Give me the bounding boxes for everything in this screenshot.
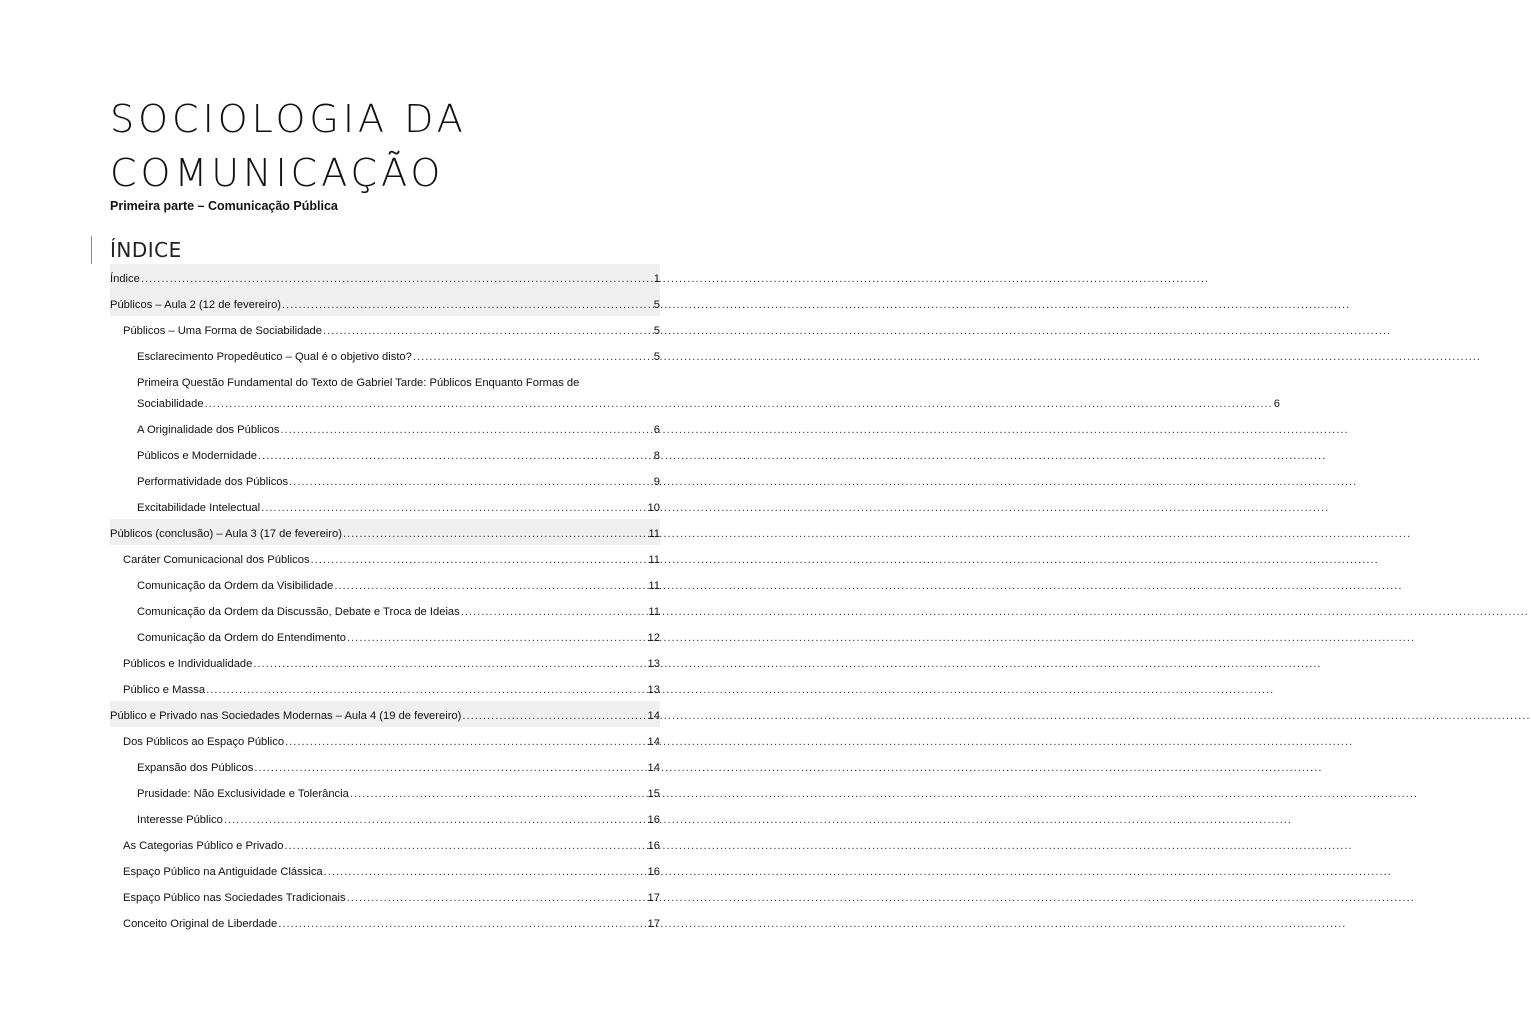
toc-entry-page-number: 10 <box>647 502 660 514</box>
toc-entry-page-number: 13 <box>647 684 660 696</box>
toc-dot-leader <box>334 580 647 592</box>
toc-entry-label: Interesse Público <box>137 814 223 826</box>
document-title-line-2: COMUNICAÇÃO <box>110 151 445 195</box>
toc-dot-leader <box>282 299 653 311</box>
toc-dot-leader <box>141 273 653 285</box>
toc-dot-leader <box>413 351 653 363</box>
toc-entry[interactable] <box>110 597 660 623</box>
toc-entry[interactable] <box>110 545 660 571</box>
toc-dot-leader <box>224 814 647 826</box>
toc-entry-label: Esclarecimento Propedêutico – Qual é o objetivo disto? <box>137 351 412 363</box>
toc-entry-page-number: 5 <box>653 299 660 311</box>
toc-entry[interactable] <box>110 883 660 909</box>
toc-entry-label: Excitabilidade Intelectual <box>137 502 261 514</box>
toc-entry[interactable] <box>110 467 660 493</box>
toc-entry-label: Público e Massa <box>123 684 206 696</box>
toc-entry-page-number: 16 <box>647 814 660 826</box>
toc-entry[interactable] <box>110 779 660 805</box>
toc-entry-label: A Originalidade dos Públicos <box>137 424 280 436</box>
toc-entry-label: Públicos e Modernidade <box>137 450 258 462</box>
toc-entry[interactable] <box>110 727 660 753</box>
toc-entry-page-number: 16 <box>647 866 660 878</box>
toc-entry-page-number: 14 <box>647 710 660 722</box>
document-title-line-1: SOCIOLOGIA DA <box>110 97 467 141</box>
toc-entry[interactable] <box>110 342 660 368</box>
toc-entry-page-number: 9 <box>653 476 660 488</box>
toc-entry[interactable] <box>110 805 660 831</box>
toc-dot-leader <box>284 840 646 852</box>
toc-dot-leader <box>343 528 647 540</box>
toc-entry-page-number: 14 <box>647 762 660 774</box>
toc-entry-label: As Categorias Público e Privado <box>123 840 284 852</box>
toc-heading: ÍNDICE <box>110 238 182 262</box>
toc-entry[interactable] <box>110 623 660 649</box>
toc-dot-leader <box>461 606 648 618</box>
toc-entry-label: Caráter Comunicacional dos Públicos <box>123 554 310 566</box>
toc-entry-page-number: 11 <box>648 554 660 566</box>
toc-entry[interactable] <box>110 368 1280 415</box>
toc-entry-label: Expansão dos Públicos <box>137 762 254 774</box>
toc-entry-label: Públicos – Aula 2 (12 de fevereiro) <box>110 299 282 311</box>
toc-entry-label: Públicos e Individualidade <box>123 658 253 670</box>
toc-entry-page-number: 15 <box>647 788 660 800</box>
toc-dot-leader <box>278 918 646 930</box>
toc-entry-page-number: 14 <box>647 736 660 748</box>
toc-entry-page-number: 11 <box>648 606 660 618</box>
toc-entry-label: Públicos – Uma Forma de Sociabilidade <box>123 325 322 337</box>
toc-dot-leader <box>205 398 1273 410</box>
toc-entry[interactable] <box>110 701 660 727</box>
toc-entry-page-number: 12 <box>647 632 660 644</box>
toc-dot-leader <box>347 892 647 904</box>
toc-entry-page-number: 13 <box>647 658 660 670</box>
toc-entry-label: Públicos (conclusão) – Aula 3 (17 de fevereiro) <box>110 528 342 540</box>
table-of-contents <box>110 264 1280 935</box>
document-title <box>110 92 670 200</box>
toc-entry-label: Sociabilidade <box>137 398 204 410</box>
toc-entry[interactable] <box>110 441 660 467</box>
toc-entry-page-number: 11 <box>648 580 660 592</box>
toc-entry-row <box>137 398 1280 410</box>
toc-entry-page-number: 17 <box>647 892 660 904</box>
toc-dot-leader <box>462 710 646 722</box>
toc-dot-leader <box>323 325 653 337</box>
toc-entry[interactable] <box>110 909 660 935</box>
toc-dot-leader <box>289 476 653 488</box>
toc-entry[interactable] <box>110 675 660 701</box>
toc-entry-label: Conceito Original de Liberdade <box>123 918 278 930</box>
toc-entry[interactable] <box>110 519 660 545</box>
toc-entry-page-number: 1 <box>653 273 660 285</box>
toc-dot-leader <box>254 762 646 774</box>
toc-dot-leader <box>258 450 653 462</box>
toc-entry[interactable] <box>110 649 660 675</box>
toc-entry-page-number: 11 <box>648 528 660 540</box>
toc-dot-leader <box>261 502 646 514</box>
toc-entry-label: Espaço Público nas Sociedades Tradicionais <box>123 892 346 904</box>
toc-entry[interactable] <box>110 493 660 519</box>
toc-entry-page-number: 16 <box>647 840 660 852</box>
toc-dot-leader <box>206 684 646 696</box>
toc-entry-label: Comunicação da Ordem da Visibilidade <box>137 580 334 592</box>
toc-entry-page-number: 17 <box>647 918 660 930</box>
toc-entry-label: Performatividade dos Públicos <box>137 476 289 488</box>
toc-entry-label: Prusidade: Não Exclusividade e Tolerância <box>137 788 349 800</box>
toc-dot-leader <box>347 632 647 644</box>
toc-dot-leader <box>280 424 652 436</box>
toc-entry-label: Comunicação da Ordem do Entendimento <box>137 632 346 644</box>
toc-entry-label-line-1: Primeira Questão Fundamental do Texto de Gabriel Tarde: Públicos Enquanto Formas de <box>137 377 580 389</box>
toc-entry-label: Dos Públicos ao Espaço Público <box>123 736 285 748</box>
toc-entry-label: Espaço Público na Antiguidade Clássica <box>123 866 323 878</box>
toc-dot-leader <box>253 658 646 670</box>
toc-dot-leader <box>285 736 646 748</box>
toc-dot-leader <box>311 554 648 566</box>
toc-entry[interactable] <box>110 857 660 883</box>
document-subtitle: Primeira parte – Comunicação Pública <box>110 199 338 213</box>
toc-entry-page-number: 6 <box>1273 398 1280 410</box>
toc-entry-page-number: 5 <box>653 351 660 363</box>
toc-entry-page-number: 6 <box>653 424 660 436</box>
toc-entry-label: Comunicação da Ordem da Discussão, Debate e Troca de Ideias <box>137 606 460 618</box>
toc-entry-label: Público e Privado nas Sociedades Modernas – Aula 4 (19 de fevereiro) <box>110 710 462 722</box>
toc-entry[interactable] <box>110 831 660 857</box>
toc-entry[interactable] <box>110 264 660 290</box>
toc-entry-label-block <box>137 377 1280 410</box>
toc-heading-marker <box>91 236 92 264</box>
toc-entry[interactable] <box>110 415 660 441</box>
toc-entry-page-number: 8 <box>653 450 660 462</box>
toc-entry[interactable] <box>110 316 660 342</box>
toc-dot-leader <box>324 866 647 878</box>
toc-dot-leader <box>350 788 647 800</box>
toc-entry[interactable] <box>110 290 660 316</box>
toc-entry-label: Índice <box>110 273 140 285</box>
toc-entry-page-number: 5 <box>653 325 660 337</box>
toc-entry[interactable] <box>110 753 660 779</box>
toc-entry[interactable] <box>110 571 660 597</box>
